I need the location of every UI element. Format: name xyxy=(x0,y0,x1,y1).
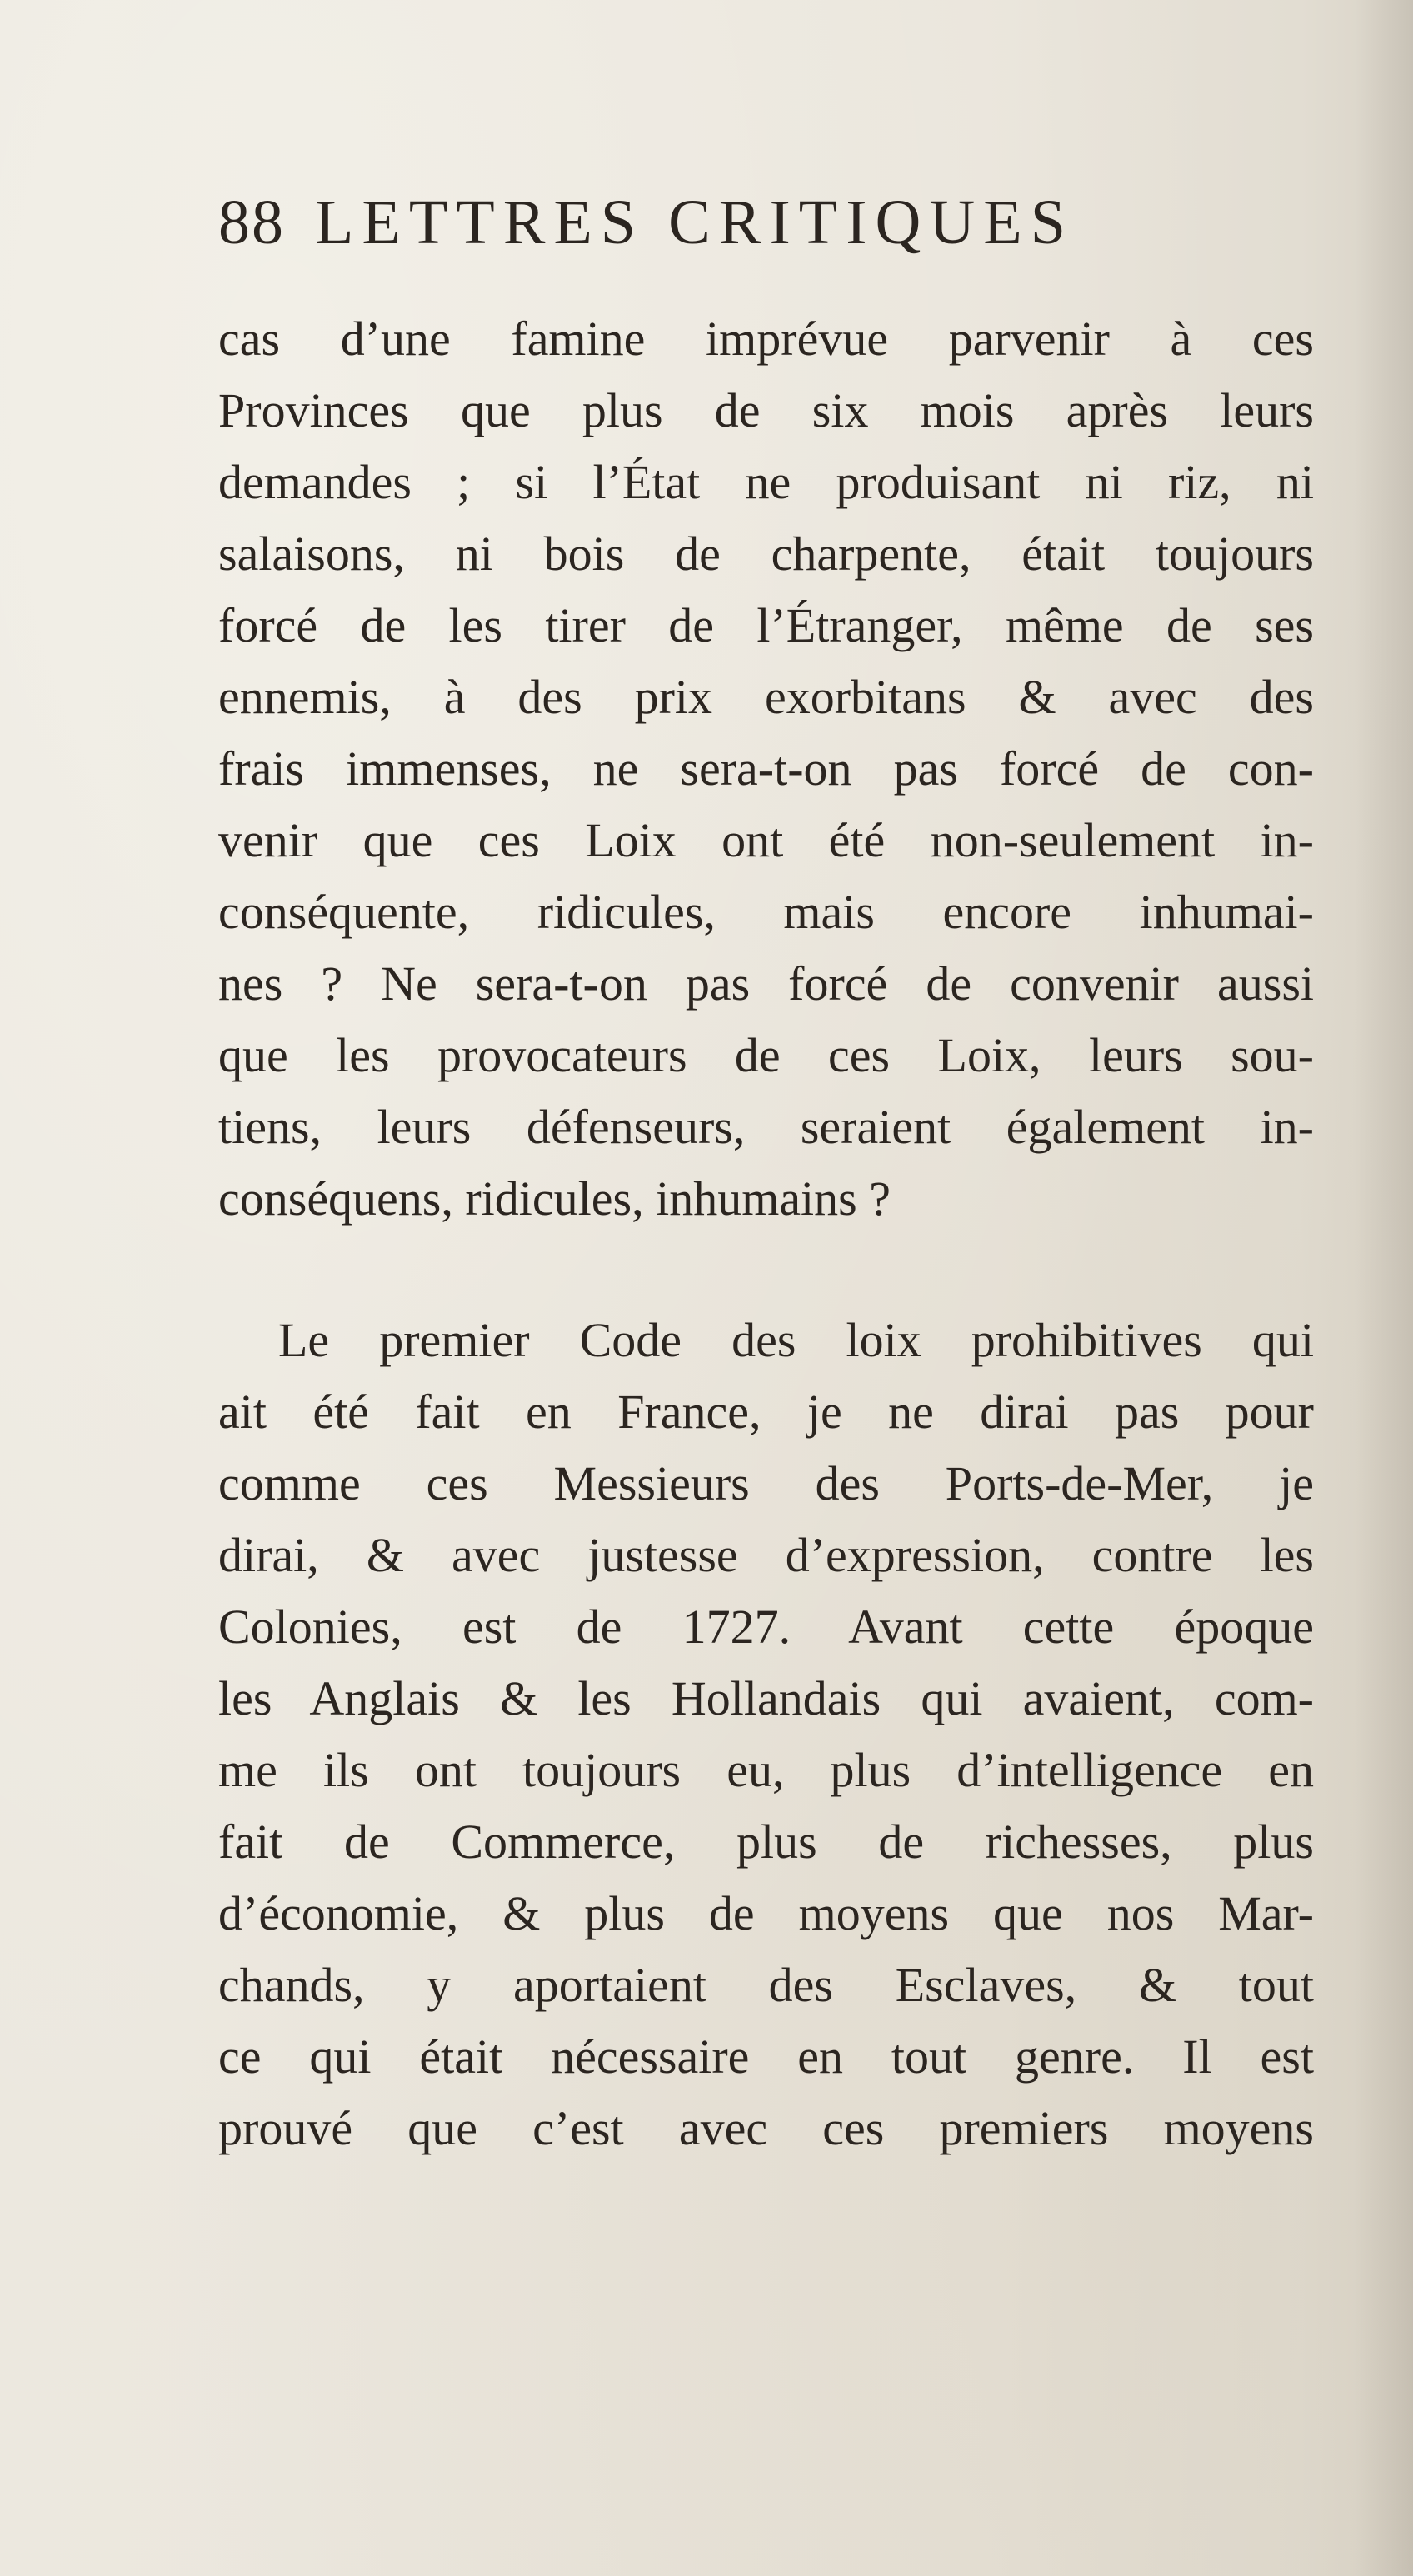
paragraph-code-1727 xyxy=(218,1305,1314,2164)
paragraph-continued xyxy=(218,303,1314,1235)
text-line: ait été fait en France, je ne dirai pas pour xyxy=(218,1385,1314,1439)
text-line: me ils ont toujours eu, plus d’intelligence en xyxy=(218,1743,1314,1797)
text-line: cas d’une famine imprévue parvenir à ces xyxy=(218,312,1314,366)
text-line: d’économie, & plus de moyens que nos Mar- xyxy=(218,1886,1314,1940)
running-title: LETTRES CRITIQUES xyxy=(315,187,1074,257)
running-header xyxy=(218,185,1176,260)
text-line: conséquens, ridicules, inhumains ? xyxy=(218,1171,891,1226)
text-line: nes ? Ne sera-t-on pas forcé de convenir aussi xyxy=(218,956,1314,1011)
text-line: conséquente, ridicules, mais encore inhumai- xyxy=(218,885,1314,939)
text-line: Le premier Code des loix prohibitives qui xyxy=(278,1313,1314,1367)
text-line: que les provocateurs de ces Loix, leurs sou- xyxy=(218,1028,1314,1082)
text-line: ce qui était nécessaire en tout genre. Il est xyxy=(218,2029,1314,2084)
text-line: demandes ; si l’État ne produisant ni riz, ni xyxy=(218,455,1314,509)
text-line: frais immenses, ne sera-t-on pas forcé de con- xyxy=(218,741,1314,796)
page-gutter-shadow xyxy=(1355,0,1413,2576)
text-line: les Anglais & les Hollandais qui avaient, com- xyxy=(218,1671,1314,1725)
text-line: dirai, & avec justesse d’expression, contre les xyxy=(218,1528,1314,1582)
text-line: venir que ces Loix ont été non-seulement in- xyxy=(218,813,1314,867)
text-line: Provinces que plus de six mois après leurs xyxy=(218,383,1314,437)
page-number: 88 xyxy=(218,187,285,257)
text-line: Colonies, est de 1727. Avant cette époque xyxy=(218,1600,1314,1654)
text-line: prouvé que c’est avec ces premiers moyens xyxy=(218,2101,1314,2155)
text-line: comme ces Messieurs des Ports-de-Mer, je xyxy=(218,1456,1314,1510)
text-line: ennemis, à des prix exorbitans & avec des xyxy=(218,670,1314,724)
text-line: forcé de les tirer de l’Étranger, même de ses xyxy=(218,598,1314,652)
text-line: chands, y aportaient des Esclaves, & tout xyxy=(218,1958,1314,2012)
text-line: tiens, leurs défenseurs, seraient également in- xyxy=(218,1100,1314,1154)
text-line: salaisons, ni bois de charpente, était toujours xyxy=(218,527,1314,581)
text-line: fait de Commerce, plus de richesses, plus xyxy=(218,1815,1314,1869)
